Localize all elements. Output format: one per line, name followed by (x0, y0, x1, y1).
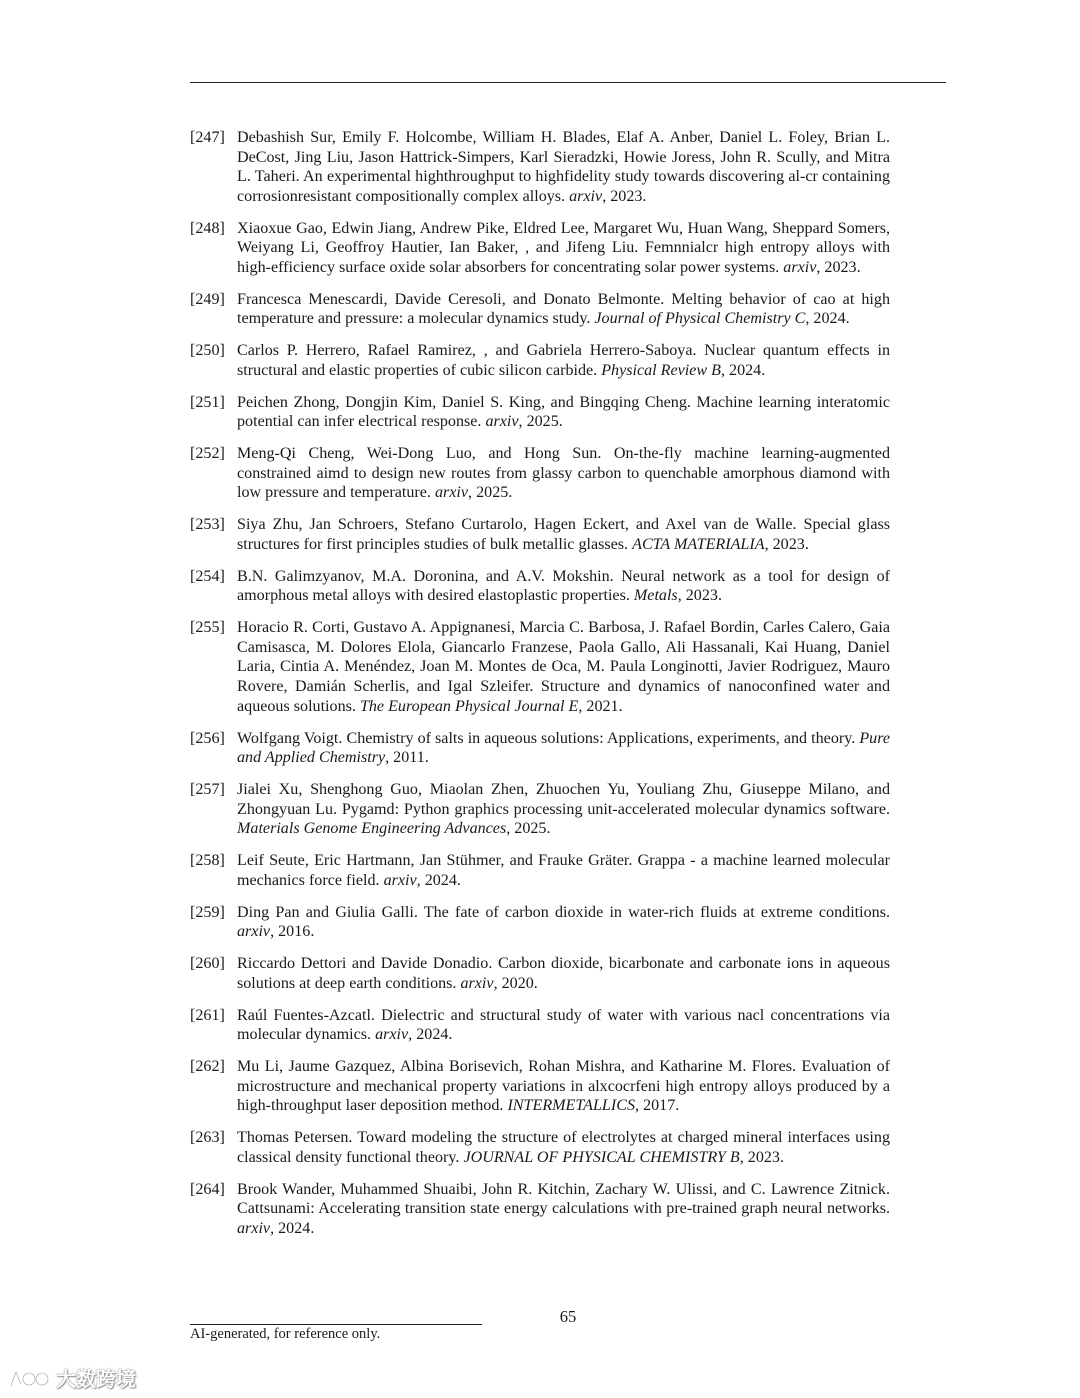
reference-text (237, 1180, 890, 1239)
reference-text (237, 903, 890, 942)
reference-entry (190, 903, 890, 942)
reference-number: [248] (190, 219, 225, 237)
reference-venue: arxiv (460, 974, 494, 992)
reference-text (237, 780, 890, 839)
reference-text (237, 515, 890, 554)
reference-number: [263] (190, 1129, 225, 1147)
reference-entry (190, 780, 890, 839)
reference-entry (190, 393, 890, 432)
reference-citation: Carlos P. Herrero, Rafael Ramirez, , and Gabriela Herrero-Saboya. Nuclear quantum effects in structural and elastic properties of cubic silicon carbide. (237, 342, 890, 379)
reference-citation: Peichen Zhong, Dongjin Kim, Daniel S. King, and Bingqing Cheng. Machine learning interatomic potential can infer electrical response. (237, 393, 890, 431)
reference-number: [262] (190, 1058, 225, 1076)
reference-citation: Leif Seute, Eric Hartmann, Jan Stühmer, and Frauke Gräter. Grappa - a machine learned molecular mechanics force field. (237, 852, 890, 889)
reference-text (237, 1006, 890, 1045)
reference-entry (190, 341, 890, 380)
reference-citation: B.N. Galimzyanov, M.A. Doronina, and A.V. Mokshin. Neural network as a tool for design of amorphous metal alloys with desired elastoplastic properties. (237, 567, 890, 605)
reference-number: [256] (190, 729, 225, 747)
reference-text (237, 1128, 890, 1167)
reference-citation: Francesca Menescardi, Davide Ceresoli, and Donato Belmonte. Melting behavior of cao at high temperature and pressure: a molecular dynamics study. (237, 290, 890, 328)
reference-entry (190, 1128, 890, 1167)
reference-year: , 2024. (270, 1219, 315, 1237)
reference-citation: Siya Zhu, Jan Schroers, Stefano Curtarolo, Hagen Eckert, and Axel van de Walle. Special glass structures for first principles studies of bulk metallic glasses. (237, 516, 890, 553)
reference-citation: Ding Pan and Giulia Galli. The fate of carbon dioxide in water-rich fluids at extreme conditions. (237, 903, 890, 921)
reference-year: , 2023. (739, 1148, 784, 1166)
reference-year: , 2023. (677, 587, 722, 605)
reference-citation: Horacio R. Corti, Gustavo A. Appignanesi, Marcia C. Barbosa, J. Rafael Bordin, Carles Calero, Gaia Camisasca, M. Dolores Elola, Giancarlo Franzese, Paola Gallo, Ali Hassanali, Kai Huang, Daniel Laria, Cintia A. Menéndez, Joan M. Montes de Oca, M. Paula Longinotti, Javier Rodriguez, Mauro Rovere, Damián Scherlis, and Igal Szleifer. Structure and dynamics of nanoconfined water and aqueous solutions. (237, 619, 890, 715)
reference-number: [261] (190, 1006, 225, 1024)
reference-number: [264] (190, 1180, 225, 1198)
reference-year: , 2024. (408, 1026, 453, 1044)
reference-year: , 2025. (506, 820, 551, 838)
reference-year: , 2025. (518, 413, 563, 431)
reference-number: [253] (190, 516, 225, 534)
reference-number: [260] (190, 955, 225, 973)
reference-venue: Materials Genome Engineering Advances (237, 820, 507, 838)
reference-text (237, 618, 890, 716)
reference-citation: Riccardo Dettori and Davide Donadio. Carbon dioxide, bicarbonate and carbonate ions in aqueous solutions at deep earth conditions. (237, 955, 890, 992)
footnote: AI-generated, for reference only. (190, 1326, 381, 1342)
reference-citation: Wolfgang Voigt. Chemistry of salts in aqueous solutions: Applications, experiments, and theory. (237, 729, 860, 747)
reference-entry (190, 128, 890, 206)
reference-number: [251] (190, 393, 225, 411)
reference-text (237, 393, 890, 432)
reference-entry (190, 444, 890, 503)
reference-year: , 2024. (805, 310, 850, 328)
watermark-logo-icon (8, 1366, 52, 1390)
reference-venue: arxiv (569, 187, 603, 205)
header-rule (190, 82, 946, 83)
reference-year: , 2023. (816, 258, 861, 276)
footnote-rule (190, 1324, 482, 1325)
watermark-text: 大数跨境 (56, 1367, 136, 1391)
reference-entry (190, 219, 890, 278)
reference-citation: Raúl Fuentes-Azcatl. Dielectric and structural study of water with various nacl concentrations via molecular dynamics. (237, 1006, 890, 1044)
reference-venue: The European Physical Journal E (359, 697, 579, 715)
reference-year: , 2025. (468, 484, 513, 502)
reference-entry (190, 515, 890, 554)
reference-citation: Debashish Sur, Emily F. Holcombe, William H. Blades, Elaf A. Anber, Daniel L. Foley, Brian L. DeCost, Jing Liu, Jason Hattrick-Simpers, Karl Sieradzki, Howie Joress, John R. Scully, and Mitra L. Taheri. An experimental highthroughput to highfidelity study towards discovering al-cr containing corrosionresistant compositionally complex alloys. (237, 129, 890, 205)
reference-year: , 2016. (270, 923, 315, 941)
reference-venue: arxiv (237, 923, 271, 941)
reference-number: [259] (190, 903, 225, 921)
reference-citation: Xiaoxue Gao, Edwin Jiang, Andrew Pike, Eldred Lee, Margaret Wu, Huan Wang, Sheppard Somers, Weiyang Li, Geoffroy Hautier, Ian Baker, , and Jifeng Liu. Femnnialcr high entropy alloys with high-efficiency surface oxide solar absorbers for concentrating solar power systems. (237, 219, 890, 276)
reference-citation: Meng-Qi Cheng, Wei-Dong Luo, and Hong Sun. On-the-fly machine learning-augmented constrained aimd to design new routes from glassy carbon to quenchable amorphous diamond with low pressure and temperature. (237, 445, 890, 502)
reference-number: [257] (190, 781, 225, 798)
reference-venue: arxiv (485, 413, 519, 431)
reference-year: , 2017. (635, 1097, 680, 1115)
reference-entry (190, 1180, 890, 1239)
reference-citation: Mu Li, Jaume Gazquez, Albina Borisevich, Rohan Mishra, and Katharine M. Flores. Evaluation of microstructure and mechanical property variations in alxcocrfeni high entropy alloys produced by a high-throughput laser deposition method. (237, 1058, 890, 1115)
reference-venue: ACTA MATERIALIA (632, 535, 765, 553)
reference-number: [258] (190, 852, 225, 870)
reference-entry (190, 567, 890, 606)
reference-citation: Thomas Petersen. Toward modeling the structure of electrolytes at charged mineral interfaces using classical density functional theory. (237, 1129, 890, 1166)
reference-text (237, 290, 890, 329)
reference-venue: INTERMETALLICS (507, 1097, 636, 1115)
reference-venue: Physical Review B (601, 361, 721, 379)
reference-year: , 2023. (602, 187, 647, 205)
reference-text (237, 729, 890, 768)
reference-number: [249] (190, 290, 225, 308)
reference-text (237, 341, 890, 380)
reference-venue: arxiv (237, 1219, 271, 1237)
reference-entry (190, 954, 890, 993)
reference-text (237, 954, 890, 993)
reference-text (237, 851, 890, 890)
reference-venue: arxiv (783, 258, 817, 276)
reference-venue: arxiv (434, 484, 469, 502)
reference-venue: Pure and Applied Chemistry (237, 729, 890, 767)
reference-year: , 2020. (493, 974, 538, 992)
reference-venue: Metals (633, 587, 678, 605)
page-number: 65 (559, 1307, 577, 1326)
reference-venue: arxiv (383, 871, 417, 889)
reference-citation: Brook Wander, Muhammed Shuaibi, John R. Kitchin, Zachary W. Ulissi, and C. Lawrence Zitnick. Cattsunami: Accelerating transition state energy calculations with pre-trained graph neural networks. (237, 1180, 890, 1218)
reference-number: [252] (190, 445, 225, 463)
reference-venue: Journal of Physical Chemistry C (594, 310, 806, 328)
reference-number: [247] (190, 129, 225, 146)
reference-text (237, 444, 890, 503)
reference-entry (190, 1006, 890, 1045)
watermark (8, 1363, 136, 1392)
reference-year: , 2011. (385, 749, 429, 767)
reference-list (190, 128, 890, 1251)
reference-number: [254] (190, 567, 225, 585)
reference-year: , 2021. (578, 697, 623, 715)
reference-year: , 2024. (416, 871, 461, 889)
reference-venue: arxiv (375, 1026, 409, 1044)
reference-number: [255] (190, 619, 225, 637)
reference-citation: Jialei Xu, Shenghong Guo, Miaolan Zhen, Zhuochen Yu, Youliang Zhu, Giuseppe Milano, and Zhongyuan Lu. Pygamd: Python graphics processing unit-accelerated molecular dynamics software. (237, 781, 890, 818)
reference-text (237, 567, 890, 606)
reference-entry (190, 729, 890, 768)
reference-text (237, 1057, 890, 1116)
reference-entry (190, 851, 890, 890)
reference-venue: JOURNAL OF PHYSICAL CHEMISTRY B (463, 1148, 740, 1166)
reference-text (237, 219, 890, 278)
reference-number: [250] (190, 342, 225, 360)
reference-text (237, 128, 890, 206)
reference-year: , 2024. (720, 361, 766, 379)
reference-year: , 2023. (764, 535, 809, 553)
reference-entry (190, 1057, 890, 1116)
reference-entry (190, 290, 890, 329)
reference-entry (190, 618, 890, 716)
